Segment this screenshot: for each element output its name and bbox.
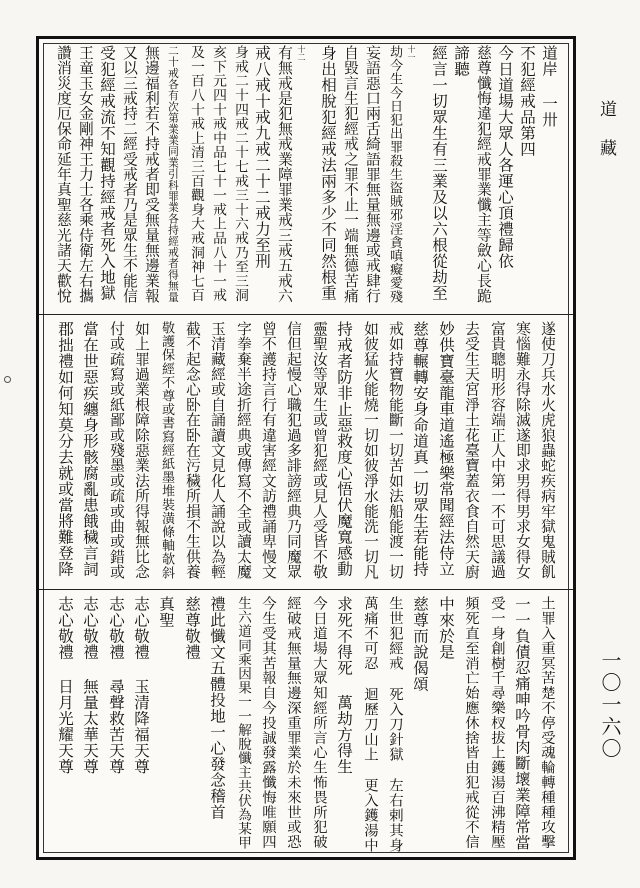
binding-hole-mark <box>4 376 11 383</box>
text-column-upper: 劫今生今日犯出罪殺生盜賊邪淫貪嗔癡愛殘 <box>387 45 402 304</box>
text-column-lower: 萬痛不可忍 迴歷刀山上 更入鑊湯中 <box>362 596 378 853</box>
text-column-lower: 頻死直至消亡始應休捨皆由犯戒從不信 <box>463 596 479 850</box>
text-column-lower: 志心敬禮 玉清降福天尊 <box>132 596 150 775</box>
text-column-upper: 妄語惡口兩舌綺語罪無量無邊或戒肆行 <box>364 45 381 304</box>
text-column-lower: 志心敬禮 無量太華天尊 <box>81 596 99 775</box>
text-column-middle: 寒惱難永得除滅遂即求男得男求女得女 <box>514 321 531 580</box>
text-column-middle: 靈聖汝等眾生或曾犯經或見人受皆不敬 <box>311 321 328 580</box>
text-column-lower: 慈尊而說偈頌 <box>411 596 429 692</box>
collection-mark: 道藏 <box>596 100 616 178</box>
text-column-lower: 真聖 <box>157 596 175 628</box>
text-column-middle: 信但起慢心職犯過多誹謗經典乃同魔眾 <box>285 321 302 580</box>
text-column-middle: 曾不護持言行有違害經文訪禮誦卑慢文 <box>260 321 277 580</box>
text-column-middle: 字拳棄半途折經典或傳寫不全或讀太魔 <box>235 321 252 580</box>
text-column-upper: 身出相脫犯經戒法兩多少不同然根重 <box>319 45 337 301</box>
text-column-upper: 十一 <box>407 45 416 61</box>
text-column-upper: 不犯經戒品第四 <box>518 45 536 157</box>
register-divider-upper <box>39 314 573 315</box>
text-column-middle: 遂使刀兵水火虎狼蟲蛇疾病牢獄鬼賊飢 <box>539 321 556 580</box>
text-column-lower: 經破戒無量無邊深重罪業於未來世或恐 <box>285 596 301 850</box>
text-column-middle: 去受生天宮淨土花臺寶蓋衣食自然天廚 <box>463 321 480 580</box>
text-column-middle: 妙供寶臺龍車道遙極樂常聞經法侍立 <box>437 321 455 577</box>
text-column-lower: 禮此懺文五體投地一心發念稽首 <box>208 596 226 820</box>
text-column-middle: 付或疏寫或紙鄙或殘墨或疏或曲或錯或 <box>108 321 125 580</box>
text-column-middle: 當在世惡疾纏身形骸腐亂患餓穢言詞 <box>81 321 99 577</box>
text-column-middle: 慈尊輾轉安身命道真一切眾生若能持 <box>411 321 429 577</box>
text-column-lower: 求死不得死 萬劫方得生 <box>335 596 353 775</box>
text-column-upper: 受犯經戒流不知觀持經戒者死入地獄 <box>98 45 116 301</box>
text-column-lower: 今生受其苦報自今投誠發露懺悔唯願四 <box>260 596 276 850</box>
text-column-lower: 中來於是 <box>437 596 455 660</box>
text-column-lower: 志心敬禮 日月光耀天尊 <box>56 596 74 775</box>
register-divider-lower <box>39 589 573 590</box>
text-column-upper: 諦聽 <box>452 45 470 77</box>
text-column-middle: 郡拙禮如何知莫分去就或當將難登降 <box>56 321 74 577</box>
text-column-lower: 生世犯經戒 死入刀針獄 左右剌其身 <box>387 596 403 853</box>
text-column-lower: 受一身創樹千尋樂杈拔上鑊湯百沸精壓 <box>489 596 505 850</box>
text-column-upper: 道岸 一卅 <box>540 45 558 128</box>
text-column-upper: 慈尊懺悔違犯經戒罪業懺主等斂心長跪 <box>475 45 492 304</box>
text-column-upper: 亥下元四十戒中品七十一戒上品八十一戒 <box>210 45 226 303</box>
text-column-upper: 有無戒是犯無戒業障罪業戒三戒五戒六 <box>276 45 293 304</box>
text-column-upper: 讚消災度厄保命延年真聖慈光諸天歡悅 <box>55 45 72 304</box>
scripture-page-frame <box>36 36 576 860</box>
text-column-middle: 如上罪過業根障除惡業法所得報無比念 <box>133 321 150 580</box>
text-column-upper: 及一百八十戒上清三百觀身大戒洞神七百 <box>188 45 204 303</box>
text-column-lower: 志心敬禮 尋聲救苦天尊 <box>107 596 125 775</box>
page-number: 一〇一六〇 <box>598 650 622 760</box>
text-column-middle: 玉清藏經或自誦讀文見化人誦說以為輕 <box>209 321 226 580</box>
text-column-middle: 持戒者防非止惡救度心悟伏魔寬感動 <box>335 321 353 577</box>
text-column-upper: 又以三戒持二經受戒者乃是眾生不能信 <box>121 45 138 304</box>
text-column-lower: 一一負債忍痛呻吟骨肉斷壞業障常當 <box>513 596 531 851</box>
text-column-upper: 十二 <box>297 45 306 61</box>
text-column-upper: 經言一切眾生有三業及以六根從劫至 <box>430 45 448 301</box>
text-column-upper: 無邊福利若不持戒者即受無量無邊業報 <box>143 45 160 304</box>
text-column-lower: 生六道同乘因果一一解脫懺主共伏為某甲 <box>235 596 251 850</box>
text-column-middle: 敬護保經不尊或書寫經紙墨堆裝潢條軸欹斜 <box>159 321 174 580</box>
text-column-lower: 今日道場大眾知經所言心生怖畏所犯破 <box>311 596 327 850</box>
text-column-upper: 王童玉女金剛神王力士各乘侍衛左右攜 <box>77 45 94 304</box>
text-column-upper: 二十戒各有次第業業同業引科罪業各持經戒者得無量 <box>167 45 180 303</box>
text-column-lower: 土罪入重冥苦楚不停受魂輪轉種種攻擊 <box>539 596 555 850</box>
text-column-upper: 今日道場大眾人各運心頂禮歸依 <box>496 45 514 269</box>
text-column-upper: 自毀言生犯經戒之罪不止一端無德苦痛 <box>342 45 359 304</box>
text-column-upper: 戒八戒十戒九戒二十二戒力至刑 <box>253 45 271 269</box>
text-column-lower: 慈尊敬禮 <box>183 596 201 660</box>
text-column-middle: 富貴聰明形容端正人中第一不可思議過 <box>489 321 506 580</box>
text-column-middle: 戒如持寶物能斷一切苦如法船能渡一切 <box>387 321 404 580</box>
text-column-middle: 如彼猛火能燒一切如彼淨水能洗一切凡 <box>362 321 379 580</box>
text-column-upper: 身戒二十四戒二十七戒三十六戒乃至三洞 <box>232 45 248 303</box>
text-column-middle: 截不起念心卧在卧在污穢所損不生供養 <box>184 321 201 580</box>
